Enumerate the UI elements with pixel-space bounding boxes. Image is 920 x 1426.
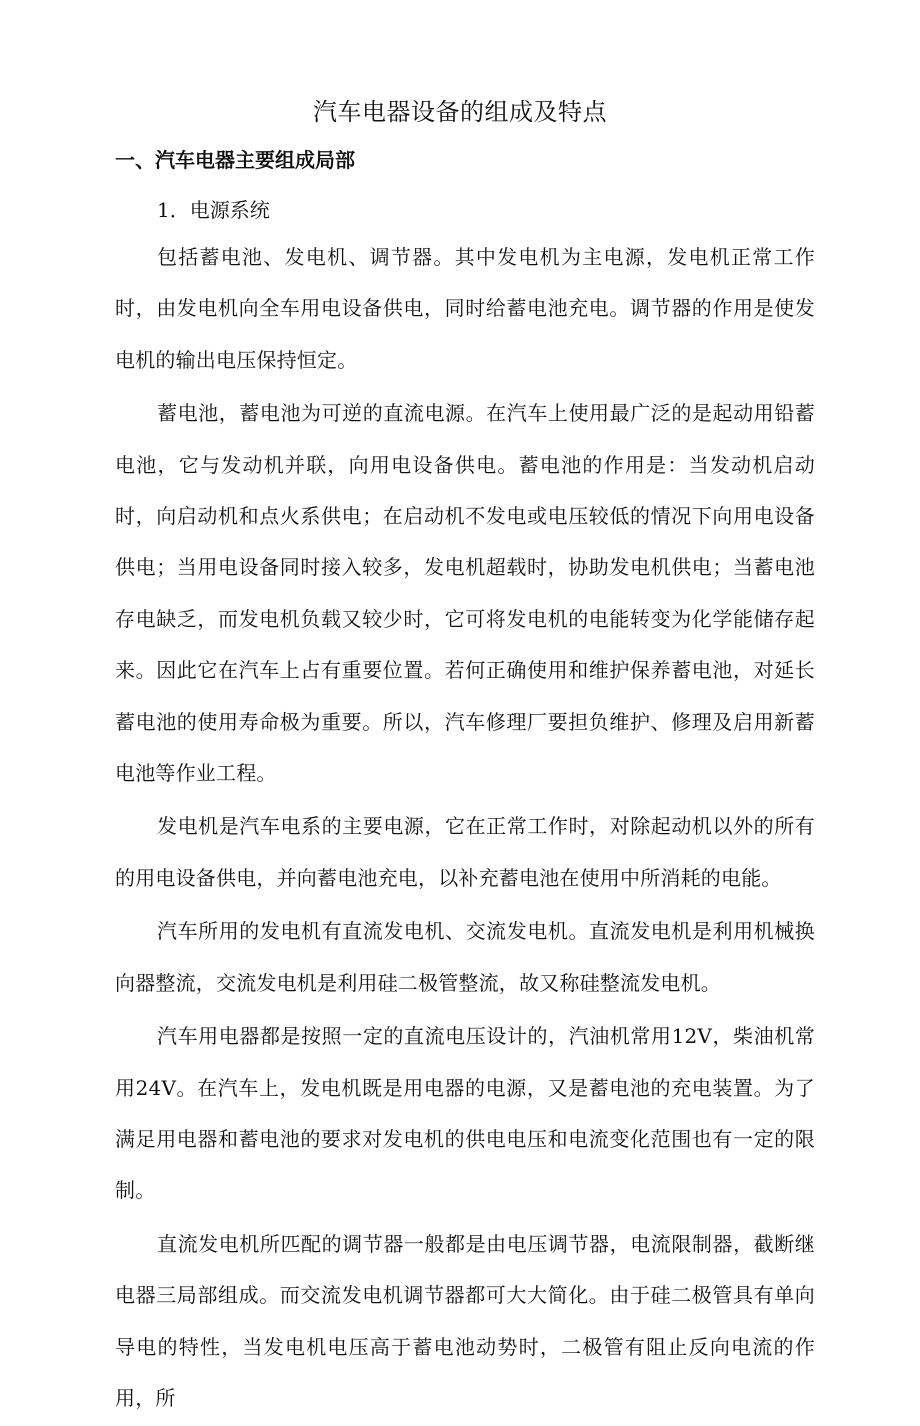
paragraph: 直流发电机所匹配的调节器一般都是由电压调节器，电流限制器，截断继电器三局部组成。而交流发电机调节器都可大大简化。由于硅二极管具有单向导电的特性，当发电机电压高于蓄电池动势时，二极管有阻止反向电流的作用，所: [115, 1231, 815, 1410]
document-title: 汽车电器设备的组成及特点: [313, 98, 607, 126]
body-text: [115, 232, 815, 1426]
paragraph: 蓄电池，蓄电池为可逆的直流电源。在汽车上使用最广泛的是起动用铅蓄电池，它与发动机并联，向用电设备供电。蓄电池的作用是：当发动机启动时，向启动机和点火系供电；在启动机不发电或电压较低的情况下向用电设备供电；当用电设备同时接入较多，发电机超载时，协助发电机供电；当蓄电池存电缺乏，而发电机负载又较少时，它可将发电机的电能转变为化学能储存起来。因此它在汽车上占有重要位置。若何正确使用和维护保养蓄电池，对延长蓄电池的使用寿命极为重要。所以，汽车修理厂要担负维护、修理及启用新蓄电池等作业工程。: [115, 401, 815, 786]
paragraph: 汽车所用的发电机有直流发电机、交流发电机。直流发电机是利用机械换向器整流，交流发电机是利用硅二极管整流，故又称硅整流发电机。: [115, 919, 815, 995]
section-heading: 一、汽车电器主要组成局部: [115, 148, 355, 172]
paragraph: 包括蓄电池、发电机、调节器。其中发电机为主电源，发电机正常工作时，由发电机向全车用电设备供电，同时给蓄电池充电。调节器的作用是使发电机的输出电压保持恒定。: [115, 245, 815, 372]
paragraph: 汽车用电器都是按照一定的直流电压设计的，汽油机常用12V，柴油机常用24V。在汽车上，发电机既是用电器的电源，又是蓄电池的充电装置。为了满足用电器和蓄电池的要求对发电机的供电电压和电流变化范围也有一定的限制。: [115, 1024, 815, 1203]
subsection-heading: 1．电源系统: [157, 198, 270, 222]
paragraph: 发电机是汽车电系的主要电源，它在正常工作时，对除起动机以外的所有的用电设备供电，并向蓄电池充电，以补充蓄电池在使用中所消耗的电能。: [115, 814, 815, 890]
